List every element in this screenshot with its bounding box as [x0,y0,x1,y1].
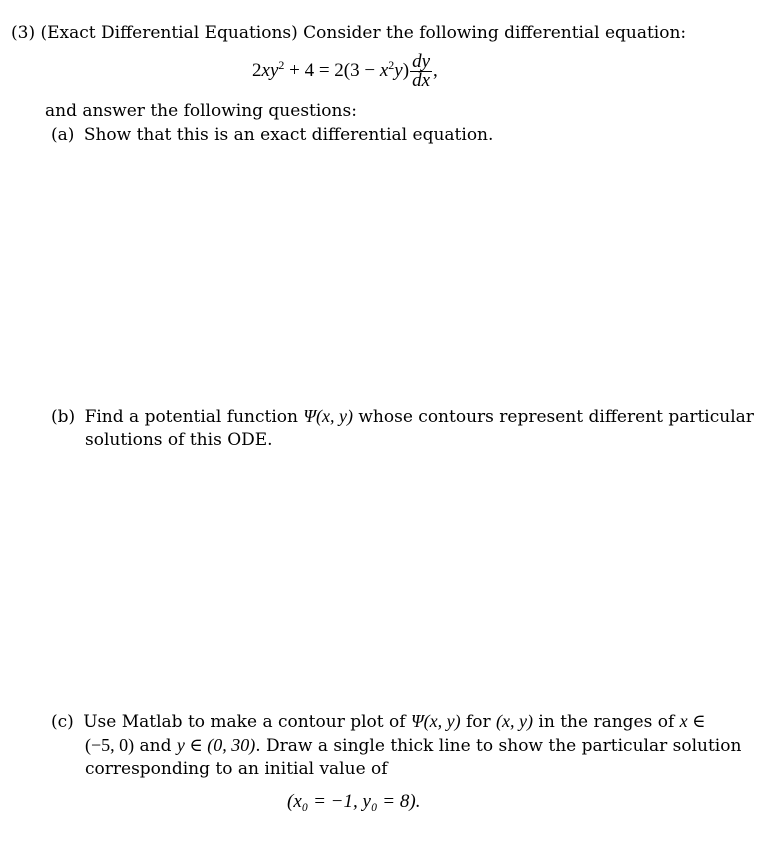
eq-var-y: y [269,59,279,81]
intro-text: and answer the following questions: [45,101,357,121]
part-c-psi: Ψ(x, y) [410,711,461,731]
part-c-line2 [85,734,741,757]
frac-numerator: dy [412,51,430,72]
eq-inner-y: y [394,59,403,81]
differential-equation [252,53,438,90]
eq-coef-2: 2 [252,59,262,81]
part-a [51,124,493,146]
part-a-label: (a) [51,125,75,145]
part-c-pre: Use Matlab to make a contour plot of [83,712,411,732]
dy-dx-fraction [410,53,432,90]
part-c-xy: (x, y) [496,711,534,731]
part-b-text-pre: Find a potential function [84,407,304,427]
part-b-text-post: whose contours represent different particular [352,407,754,427]
part-b-line2: solutions of this ODE. [85,430,273,450]
part-c-line1 [51,710,706,733]
initial-value: (x₀ = −1, y₀ = 8). [287,791,421,812]
part-c-x-in: x ∈ [679,711,706,731]
part-c-line3: corresponding to an initial value of [85,759,388,779]
eq-var-x: x [261,59,270,81]
problem-heading: (3) (Exact Differential Equations) Consider the following differential equation: [11,23,687,43]
eq-comma: , [433,59,438,81]
part-c-mid: for [460,712,497,732]
part-a-text: Show that this is an exact differential equation. [83,125,494,145]
range-x: (−5, 0) [85,735,135,755]
eq-exp-y: 2 [278,57,285,72]
eq-inner-exp: 2 [388,57,395,72]
part-b-line1 [51,405,754,428]
part-c-line2-post: . Draw a single thick line to show the particular solution [255,736,742,756]
eq-rest: + 4 = 2(3 − [284,59,380,81]
range-y: y ∈ (0, 30) [176,735,256,755]
part-c-post: in the ranges of [533,712,680,732]
part-c-label: (c) [51,712,74,732]
eq-close-paren: ) [402,59,410,81]
eq-inner-x: x [379,59,389,81]
psi-function: Ψ(x, y) [303,406,353,426]
range-and: and [134,736,177,756]
part-b-label: (b) [51,407,76,427]
frac-denominator: dx [412,70,430,91]
